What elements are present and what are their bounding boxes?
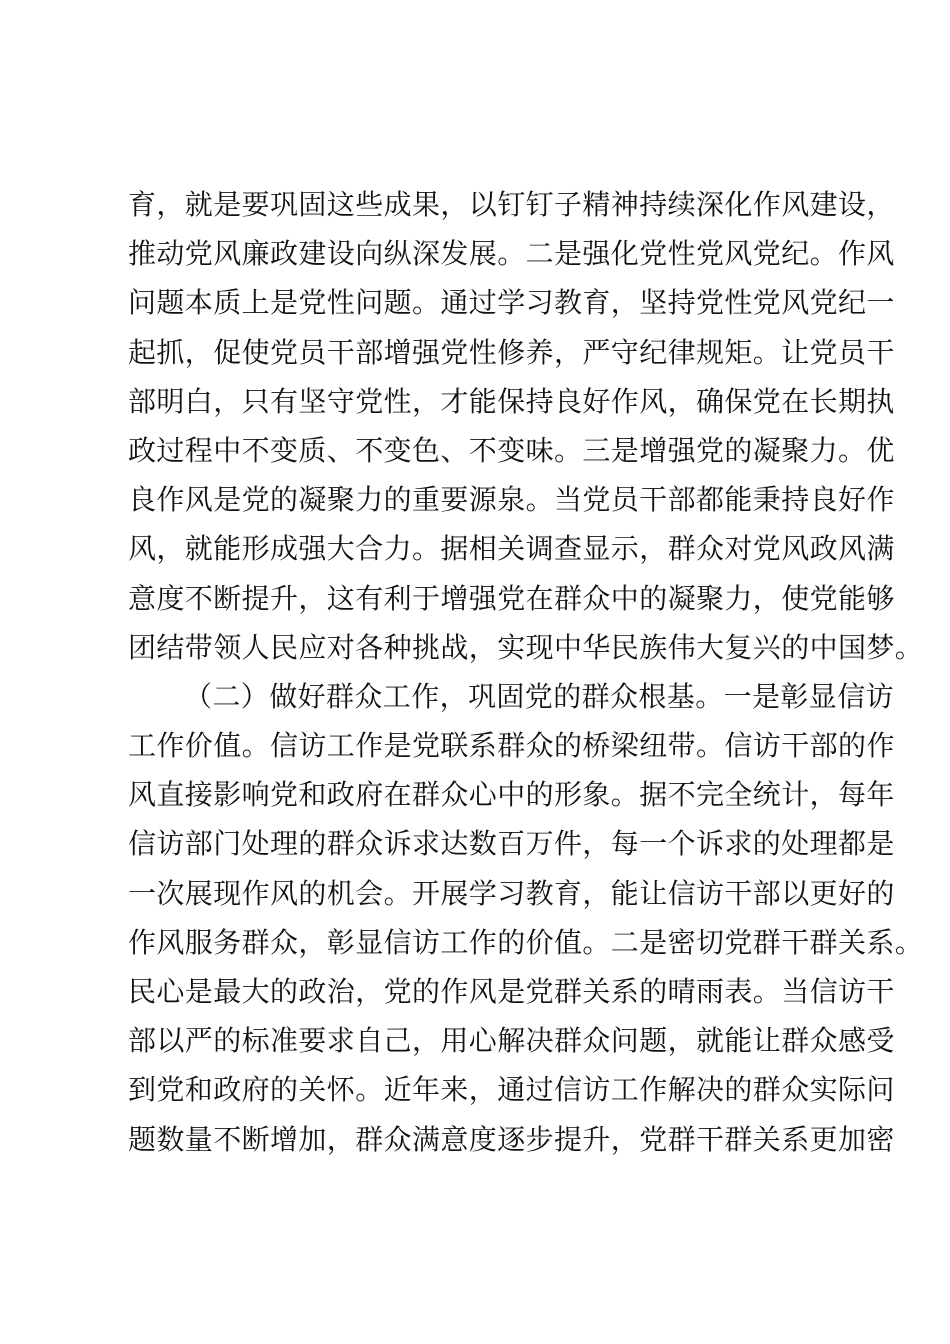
text-line-5: 部明白，只有坚守党性，才能保持良好作风，确保党在长期执 — [128, 384, 895, 418]
text-line-7: 良作风是党的凝聚力的重要源泉。当党员干部都能秉持良好作 — [128, 483, 895, 517]
text-line-8: 风，就能形成强大合力。据相关调查显示，群众对党风政风满 — [128, 532, 895, 566]
text-line-3: 问题本质上是党性问题。通过学习教育，坚持党性党风党纪一 — [128, 286, 895, 320]
body-text — [128, 180, 924, 1164]
text-line-15: 一次展现作风的机会。开展学习教育，能让信访干部以更好的 — [128, 876, 895, 910]
text-line-16: 作风服务群众，彰显信访工作的价值。二是密切党群干群关系。 — [128, 925, 924, 959]
text-line-2: 推动党风廉政建设向纵深发展。二是强化党性党风党纪。作风 — [128, 237, 895, 271]
text-line-17: 民心是最大的政治，党的作风是党群关系的晴雨表。当信访干 — [128, 975, 895, 1008]
text-line-14: 信访部门处理的群众诉求达数百万件，每一个诉求的处理都是 — [128, 827, 895, 861]
text-line-13: 风直接影响党和政府在群众心中的形象。据不完全统计，每年 — [128, 778, 895, 812]
text-line-11: （二）做好群众工作，巩固党的群众根基。一是彰显信访 — [184, 679, 895, 713]
text-line-4: 起抓，促使党员干部增强党性修养，严守纪律规矩。让党员干 — [128, 335, 895, 369]
text-line-20: 题数量不断增加，群众满意度逐步提升，党群干群关系更加密 — [128, 1122, 895, 1156]
text-line-10: 团结带领人民应对各种挑战，实现中华民族伟大复兴的中国梦。 — [128, 630, 924, 664]
text-line-6: 政过程中不变质、不变色、不变味。三是增强党的凝聚力。优 — [128, 433, 895, 467]
text-line-1: 育，就是要巩固这些成果，以钉钉子精神持续深化作风建设， — [128, 188, 895, 221]
text-line-12: 工作价值。信访工作是党联系群众的桥梁纽带。信访干部的作 — [128, 729, 895, 763]
text-line-19: 到党和政府的关怀。近年来，通过信访工作解决的群众实际问 — [128, 1073, 895, 1107]
text-line-9: 意度不断提升，这有利于增强党在群众中的凝聚力，使党能够 — [128, 581, 895, 615]
text-line-18: 部以严的标准要求自己，用心解决群众问题，就能让群众感受 — [128, 1024, 895, 1058]
